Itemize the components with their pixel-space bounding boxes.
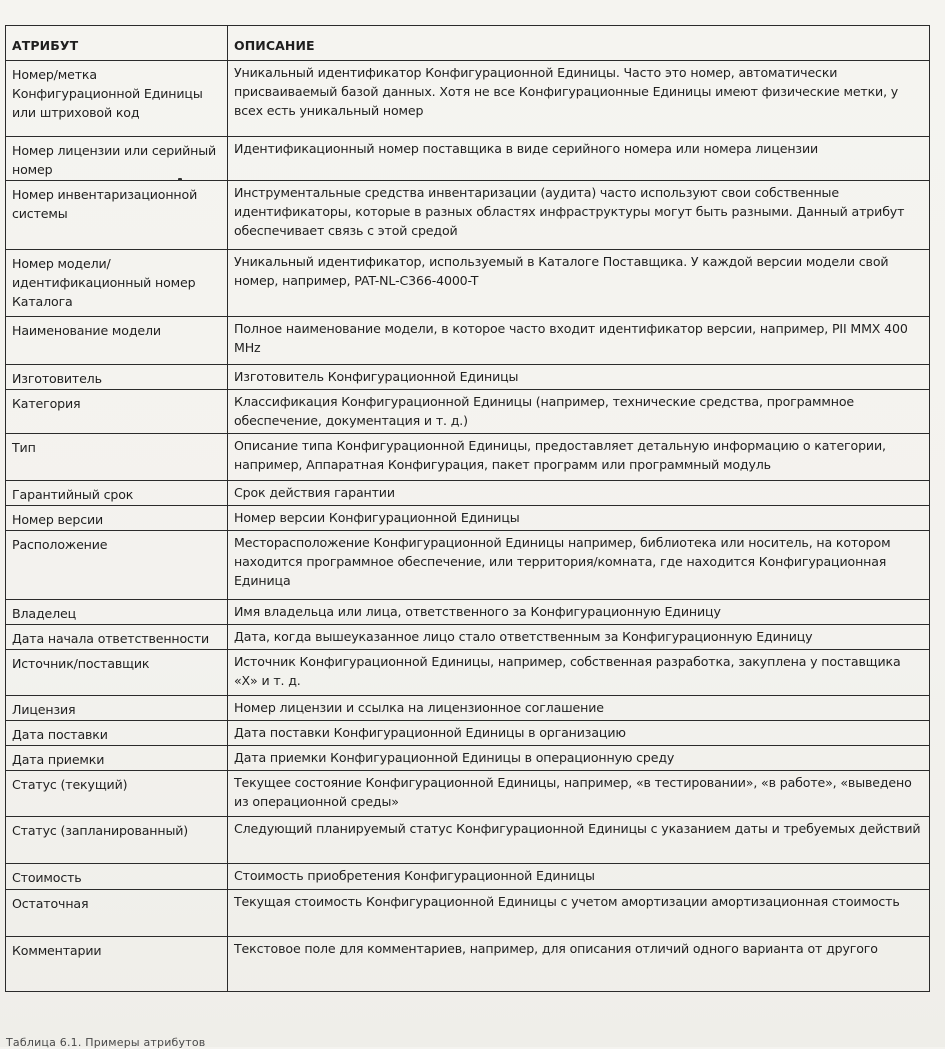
attribute-cell: Категория <box>6 390 228 434</box>
table-row <box>6 390 930 434</box>
table-caption: Таблица 6.1. Примеры атрибутов <box>6 1036 206 1049</box>
table-row <box>6 625 930 650</box>
attribute-cell: Номер версии <box>6 506 228 531</box>
description-cell: Текущее состояние Конфигурационной Единицы, например, «в тестировании», «в работе», «выведено из операционной среды» <box>228 771 930 817</box>
table-row <box>6 434 930 481</box>
table-row <box>6 696 930 721</box>
table-row <box>6 250 930 317</box>
attribute-cell: Тип <box>6 434 228 481</box>
table-row <box>6 61 930 137</box>
description-cell: Номер лицензии и ссылка на лицензионное соглашение <box>228 696 930 721</box>
table-row <box>6 181 930 250</box>
attribute-cell: Владелец <box>6 600 228 625</box>
table-row <box>6 890 930 937</box>
description-cell: Источник Конфигурационной Единицы, например, собственная разработка, закуплена у поставщика «X» и т. д. <box>228 650 930 696</box>
attribute-cell: Дата приемки <box>6 746 228 771</box>
table-row <box>6 937 930 992</box>
header-attribute: АТРИБУТ <box>6 26 228 61</box>
attribute-cell: Дата начала ответственности <box>6 625 228 650</box>
table-row <box>6 746 930 771</box>
attribute-cell: Расположение <box>6 531 228 600</box>
attribute-cell: Наименование модели <box>6 317 228 365</box>
table-row <box>6 864 930 890</box>
description-cell: Дата поставки Конфигурационной Единицы в организацию <box>228 721 930 746</box>
table-row <box>6 365 930 390</box>
description-cell: Полное наименование модели, в которое часто входит идентификатор версии, например, PII MMX 400 MHz <box>228 317 930 365</box>
attribute-cell: Номер лицензии или серийный номер <box>6 137 228 181</box>
table-row <box>6 317 930 365</box>
attribute-cell: Гарантийный срок <box>6 481 228 506</box>
table-row <box>6 481 930 506</box>
description-cell: Стоимость приобретения Конфигурационной Единицы <box>228 864 930 890</box>
description-cell: Месторасположение Конфигурационной Единицы например, библиотека или носитель, на котором находится программное обеспечение, или территория/комната, где находится Конфигурационная Единица <box>228 531 930 600</box>
table-row <box>6 817 930 864</box>
header-description: ОПИСАНИЕ <box>228 26 930 61</box>
table-row <box>6 531 930 600</box>
attributes-table <box>5 25 930 992</box>
attribute-cell: Статус (текущий) <box>6 771 228 817</box>
description-cell: Идентификационный номер поставщика в виде серийного номера или номера лицензии <box>228 137 930 181</box>
table-row <box>6 721 930 746</box>
attribute-cell: Изготовитель <box>6 365 228 390</box>
table-row <box>6 771 930 817</box>
description-cell: Описание типа Конфигурационной Единицы, предоставляет детальную информацию о категории, например, Аппаратная Конфигурация, пакет программ или программный модуль <box>228 434 930 481</box>
description-cell: Инструментальные средства инвентаризации (аудита) часто используют свои собственные идентификаторы, которые в разных областях инфраструктуры могут быть разными. Данный атрибут обеспечивает связь с этой средой <box>228 181 930 250</box>
description-cell: Классификация Конфигурационной Единицы (например, технические средства, программное обеспечение, документация и т. д.) <box>228 390 930 434</box>
description-cell: Текстовое поле для комментариев, например, для описания отличий одного варианта от другого <box>228 937 930 992</box>
attribute-cell: Остаточная <box>6 890 228 937</box>
table-row <box>6 506 930 531</box>
table-row <box>6 137 930 181</box>
description-cell: Имя владельца или лица, ответственного за Конфигурационную Единицу <box>228 600 930 625</box>
description-cell: Номер версии Конфигурационной Единицы <box>228 506 930 531</box>
attribute-cell: Дата поставки <box>6 721 228 746</box>
attribute-cell: Номер/метка Конфигурационной Единицы или штриховой код <box>6 61 228 137</box>
description-cell: Текущая стоимость Конфигурационной Единицы с учетом амортизации амортизационная стоимость <box>228 890 930 937</box>
description-cell: Срок действия гарантии <box>228 481 930 506</box>
description-cell: Дата, когда вышеуказанное лицо стало ответственным за Конфигурационную Единицу <box>228 625 930 650</box>
attribute-cell: Номер инвентаризационной системы <box>6 181 228 250</box>
table-row <box>6 600 930 625</box>
description-cell: Изготовитель Конфигурационной Единицы <box>228 365 930 390</box>
attribute-cell: Стоимость <box>6 864 228 890</box>
attribute-cell: Лицензия <box>6 696 228 721</box>
attribute-cell: Статус (запланированный) <box>6 817 228 864</box>
table-header-row <box>6 26 930 61</box>
table-row <box>6 650 930 696</box>
description-cell: Дата приемки Конфигурационной Единицы в операционную среду <box>228 746 930 771</box>
description-cell: Следующий планируемый статус Конфигурационной Единицы с указанием даты и требуемых действий <box>228 817 930 864</box>
scan-speck <box>178 178 182 181</box>
attribute-cell: Номер модели/ идентификационный номер Каталога <box>6 250 228 317</box>
attribute-cell: Комментарии <box>6 937 228 992</box>
attribute-cell: Источник/поставщик <box>6 650 228 696</box>
description-cell: Уникальный идентификатор Конфигурационной Единицы. Часто это номер, автоматически присваиваемый базой данных. Хотя не все Конфигурационные Единицы имеют физические метки, у всех есть уникальный номер <box>228 61 930 137</box>
description-cell: Уникальный идентификатор, используемый в Каталоге Поставщика. У каждой версии модели свой номер, например, PAT-NL-C366-4000-T <box>228 250 930 317</box>
